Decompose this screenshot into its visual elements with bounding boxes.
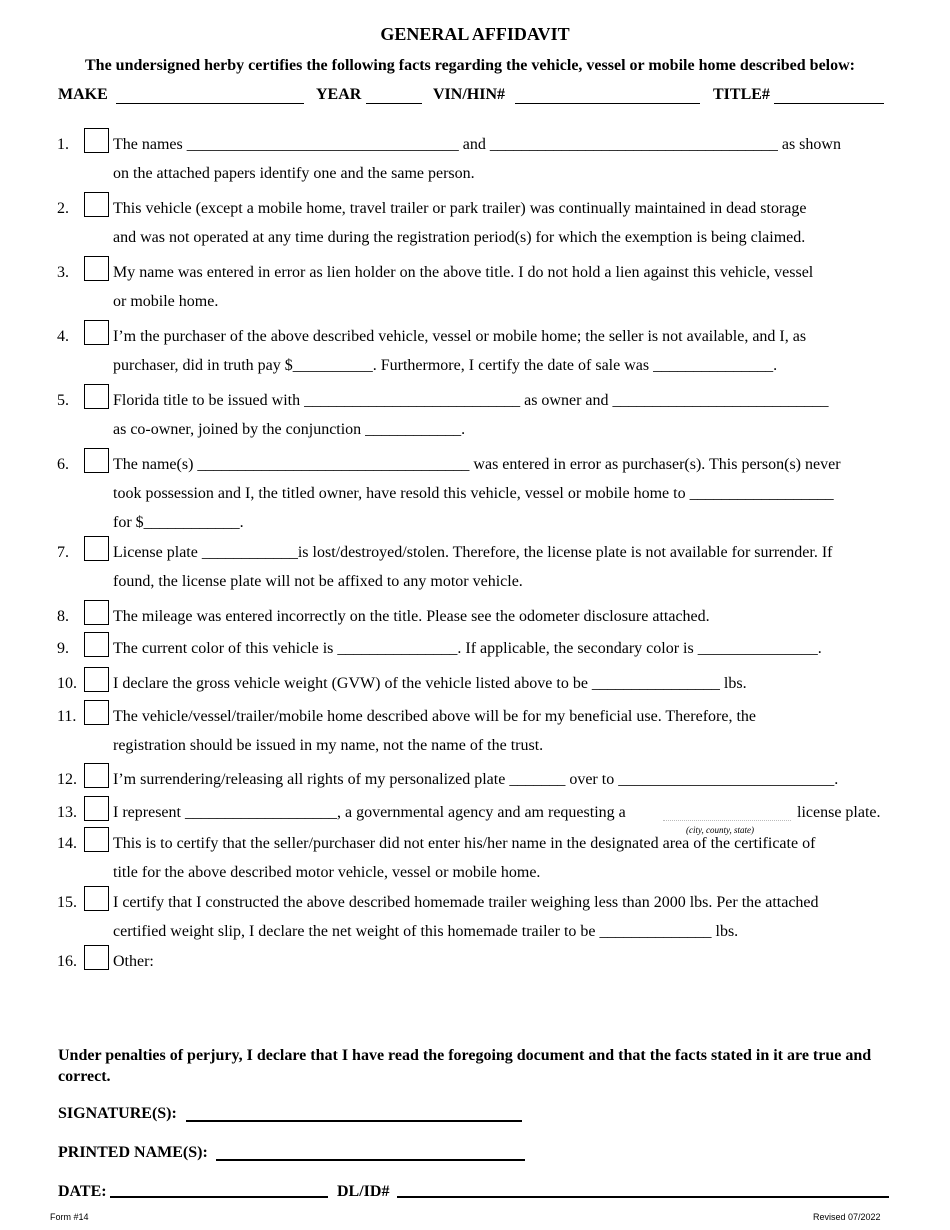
vin-label: VIN/HIN#: [433, 86, 506, 103]
item-text-line: license plate.: [797, 804, 881, 821]
make-field[interactable]: [116, 103, 304, 104]
item-number: 15.: [57, 894, 77, 911]
item-text-line: This vehicle (except a mobile home, travel trailer or park trailer) was continually maintained in dead storage: [113, 200, 807, 217]
printed-name-label: PRINTED NAME(S):: [58, 1144, 208, 1161]
revision-date: Revised 07/2022: [813, 1212, 881, 1222]
item-text-line: The name(s) __________________________________ was entered in error as purchaser(s). This person(s) never: [113, 456, 841, 473]
item-text-line: I’m surrendering/releasing all rights of my personalized plate _______ over to ___________________________.: [113, 771, 839, 788]
item-text-line: Other:: [113, 953, 154, 970]
item-15-checkbox[interactable]: [84, 886, 109, 911]
item-number: 8.: [57, 608, 69, 625]
item-text-line: for $____________.: [113, 514, 244, 531]
vin-field[interactable]: [515, 103, 700, 104]
item-number: 9.: [57, 640, 69, 657]
item-number: 2.: [57, 200, 69, 217]
item-11-checkbox[interactable]: [84, 700, 109, 725]
make-label: MAKE: [58, 86, 108, 103]
item-number: 5.: [57, 392, 69, 409]
date-field[interactable]: [110, 1196, 328, 1198]
signature-label: SIGNATURE(S):: [58, 1105, 177, 1122]
item-2-checkbox[interactable]: [84, 192, 109, 217]
item-number: 3.: [57, 264, 69, 281]
form-subtitle: The undersigned herby certifies the following facts regarding the vehicle, vessel or mobile home described below:: [85, 57, 855, 74]
form-title: GENERAL AFFIDAVIT: [380, 24, 570, 44]
item-text-line: title for the above described motor vehicle, vessel or mobile home.: [113, 864, 541, 881]
item-number: 12.: [57, 771, 77, 788]
item-text-line: and was not operated at any time during the registration period(s) for which the exemption is being claimed.: [113, 229, 806, 246]
item-text-line: or mobile home.: [113, 293, 219, 310]
dl-id-field[interactable]: [397, 1196, 889, 1198]
item-number: 11.: [57, 708, 77, 725]
item-text-line: found, the license plate will not be affixed to any motor vehicle.: [113, 573, 523, 590]
item-3-checkbox[interactable]: [84, 256, 109, 281]
item-text-line: I’m the purchaser of the above described vehicle, vessel or mobile home; the seller is not available, and I, as: [113, 328, 807, 345]
item-12-checkbox[interactable]: [84, 763, 109, 788]
title-number-label: TITLE#: [713, 86, 770, 103]
item-text-line: I represent ___________________, a governmental agency and am requesting a: [113, 804, 626, 821]
item-13-checkbox[interactable]: [84, 796, 109, 821]
perjury-statement: Under penalties of perjury, I declare that I have read the foregoing document and that the facts stated in it are true and correct.: [58, 1047, 872, 1085]
item-7-checkbox[interactable]: [84, 536, 109, 561]
item-text-line: The names __________________________________ and ____________________________________ as shown: [113, 136, 841, 153]
item-1-checkbox[interactable]: [84, 128, 109, 153]
year-field[interactable]: [366, 103, 422, 104]
date-label: DATE:: [58, 1183, 107, 1200]
item-text-line: My name was entered in error as lien holder on the above title. I do not hold a lien against this vehicle, vessel: [113, 264, 814, 281]
item-text-line: Florida title to be issued with ___________________________ as owner and ___________________________: [113, 392, 829, 409]
item-number: 16.: [57, 953, 77, 970]
title-number-field[interactable]: [774, 103, 884, 104]
item-text-line: The mileage was entered incorrectly on the title. Please see the odometer disclosure attached.: [113, 608, 710, 625]
item-text-line: certified weight slip, I declare the net weight of this homemade trailer to be ______________ lbs.: [113, 923, 739, 940]
item-text-line: I certify that I constructed the above described homemade trailer weighing less than 2000 lbs. Per the attached: [113, 894, 819, 911]
item-text-line: took possession and I, the titled owner, have resold this vehicle, vessel or mobile home to __________________: [113, 485, 834, 502]
item-9-checkbox[interactable]: [84, 632, 109, 657]
item-text-line: The current color of this vehicle is _______________. If applicable, the secondary color is _______________.: [113, 640, 822, 657]
item-number: 14.: [57, 835, 77, 852]
item-number: 13.: [57, 804, 77, 821]
item-number: 1.: [57, 136, 69, 153]
field-caption: (city, county, state): [686, 825, 754, 835]
item-14-checkbox[interactable]: [84, 827, 109, 852]
plate-type-field[interactable]: [663, 820, 791, 821]
item-text-line: purchaser, did in truth pay $__________. Furthermore, I certify the date of sale was _______________.: [113, 357, 778, 374]
item-text-line: This is to certify that the seller/purchaser did not enter his/her name in the designated area of the certificate of: [113, 835, 816, 852]
year-label: YEAR: [316, 86, 362, 103]
item-text-line: on the attached papers identify one and the same person.: [113, 165, 475, 182]
item-number: 10.: [57, 675, 77, 692]
item-number: 6.: [57, 456, 69, 473]
item-text-line: as co-owner, joined by the conjunction ____________.: [113, 421, 466, 438]
item-6-checkbox[interactable]: [84, 448, 109, 473]
item-text-line: The vehicle/vessel/trailer/mobile home described above will be for my beneficial use. Therefore, the: [113, 708, 757, 725]
signature-field[interactable]: [186, 1120, 522, 1122]
item-number: 4.: [57, 328, 69, 345]
item-number: 7.: [57, 544, 69, 561]
item-text-line: I declare the gross vehicle weight (GVW) of the vehicle listed above to be ________________ lbs.: [113, 675, 747, 692]
dl-id-label: DL/ID#: [337, 1183, 390, 1200]
item-10-checkbox[interactable]: [84, 667, 109, 692]
form-number: Form #14: [50, 1212, 89, 1222]
item-text-line: registration should be issued in my name, not the name of the trust.: [113, 737, 544, 754]
item-8-checkbox[interactable]: [84, 600, 109, 625]
item-4-checkbox[interactable]: [84, 320, 109, 345]
item-16-checkbox[interactable]: [84, 945, 109, 970]
printed-name-field[interactable]: [216, 1159, 525, 1161]
item-text-line: License plate ____________is lost/destroyed/stolen. Therefore, the license plate is not available for surrender. If: [113, 544, 833, 561]
item-5-checkbox[interactable]: [84, 384, 109, 409]
